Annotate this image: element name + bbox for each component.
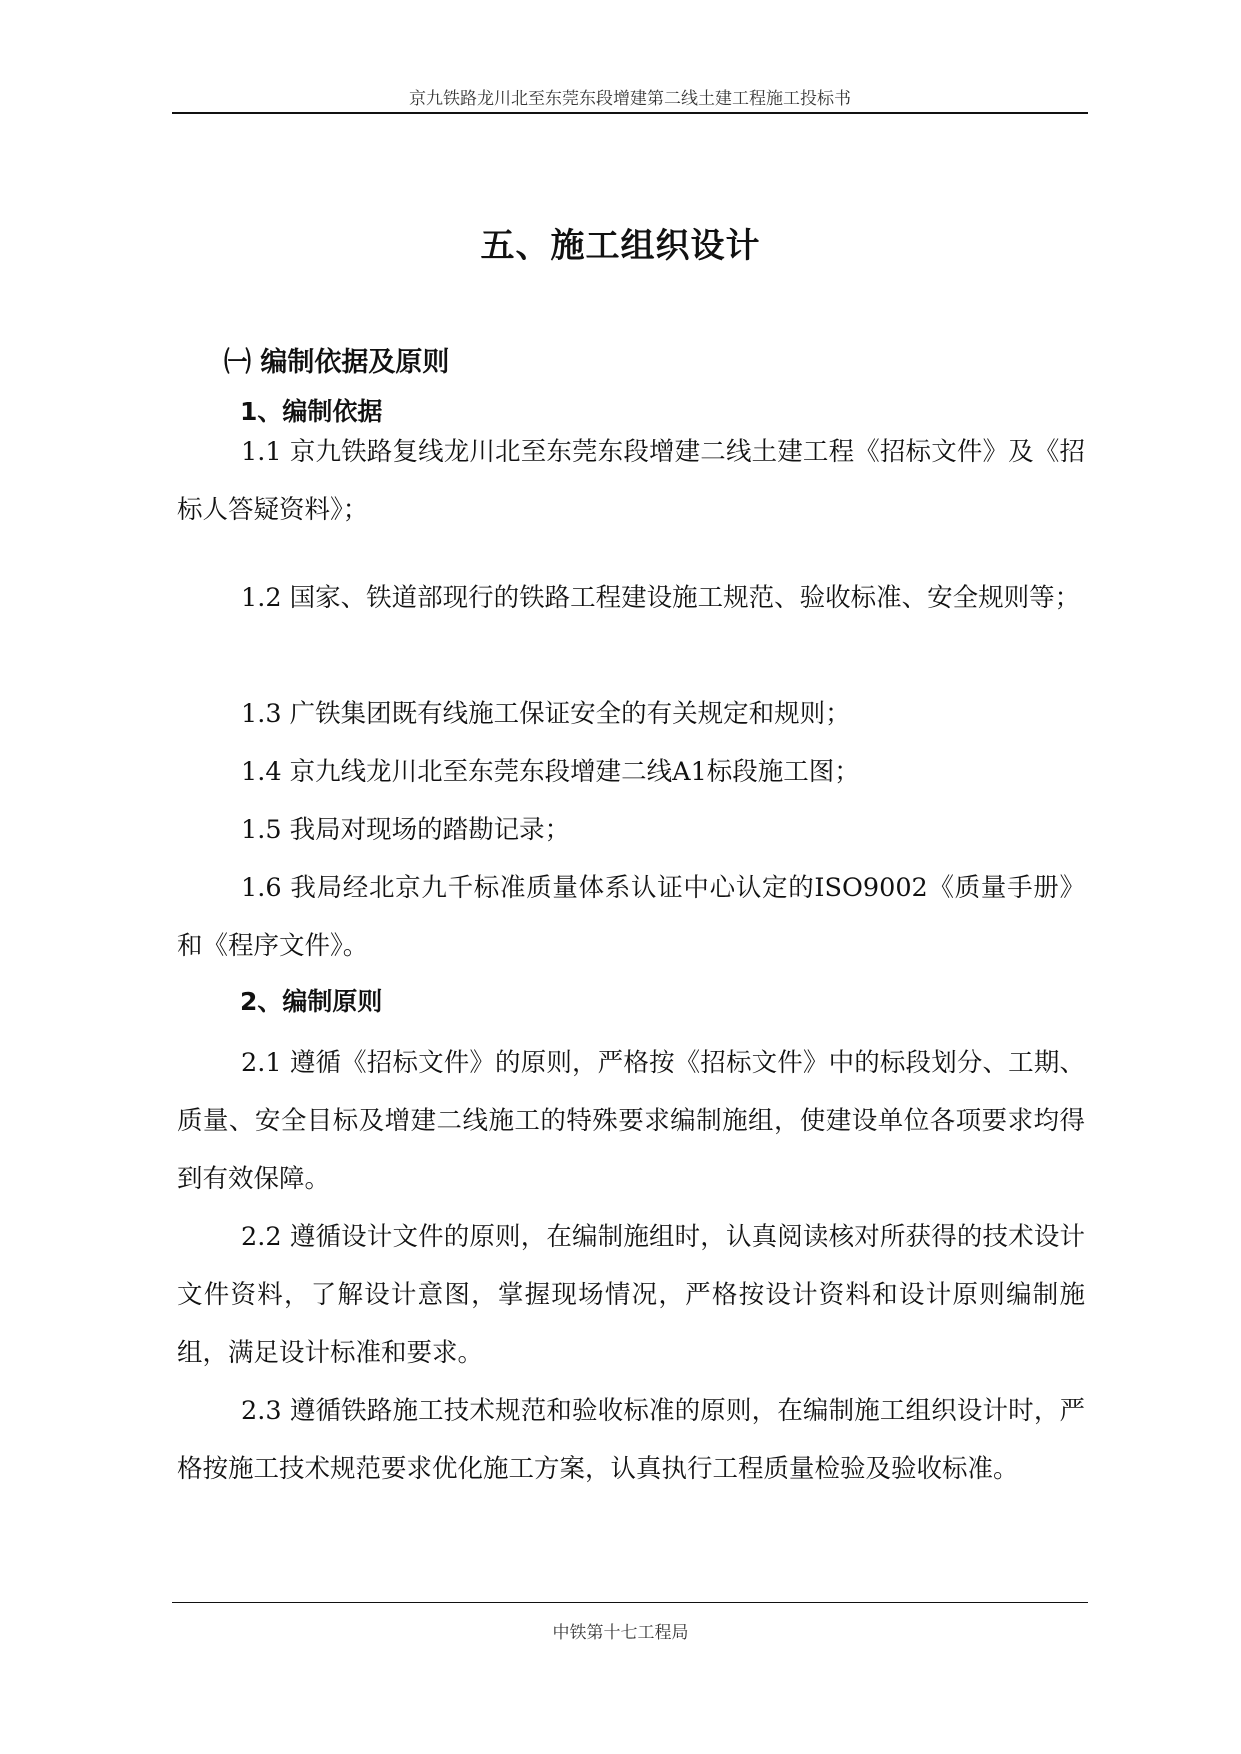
principle-item-2-2: 2.2 遵循设计文件的原则，在编制施组时，认真阅读核对所获得的技术设计文件资料，了解设计意图，掌握现场情况，严格按设计资料和设计原则编制施组，满足设计标准和要求。 — [177, 1222, 1085, 1368]
footer-rule — [172, 1602, 1088, 1603]
basis-heading: 1、编制依据 — [240, 397, 383, 426]
document-title: 五、施工组织设计 — [480, 226, 761, 266]
page-footer: 中铁第十七工程局 — [552, 1623, 689, 1643]
basis-item-1-4: 1.4 京九线龙川北至东莞东段增建二线A1标段施工图； — [241, 757, 860, 787]
principle-item-2-3: 2.3 遵循铁路施工技术规范和验收标准的原则，在编制施工组织设计时，严格按施工技术规范要求优化施工方案，认真执行工程质量检验及验收标准。 — [177, 1396, 1085, 1484]
basis-item-1-2: 1.2 国家、铁道部现行的铁路工程建设施工规范、验收标准、安全规则等； — [241, 583, 1081, 613]
page-header: 京九铁路龙川北至东莞东段增建第二线土建工程施工投标书 — [409, 89, 851, 109]
basis-item-1-5: 1.5 我局对现场的踏勘记录； — [241, 815, 571, 845]
header-rule — [172, 112, 1088, 114]
principles-heading: 2、编制原则 — [240, 987, 383, 1016]
principle-item-2-1: 2.1 遵循《招标文件》的原则，严格按《招标文件》中的标段划分、工期、质量、安全目标及增建二线施工的特殊要求编制施组，使建设单位各项要求均得到有效保障。 — [177, 1048, 1085, 1194]
basis-item-1-6: 1.6 我局经北京九千标准质量体系认证中心认定的ISO9002《质量手册》和《程序文件》。 — [177, 873, 1085, 961]
basis-item-1-3: 1.3 广铁集团既有线施工保证安全的有关规定和规则； — [241, 699, 851, 729]
basis-item-1-1: 1.1 京九铁路复线龙川北至东莞东段增建二线土建工程《招标文件》及《招标人答疑资料》； — [177, 437, 1085, 525]
section-heading: ㈠ 编制依据及原则 — [224, 347, 450, 378]
